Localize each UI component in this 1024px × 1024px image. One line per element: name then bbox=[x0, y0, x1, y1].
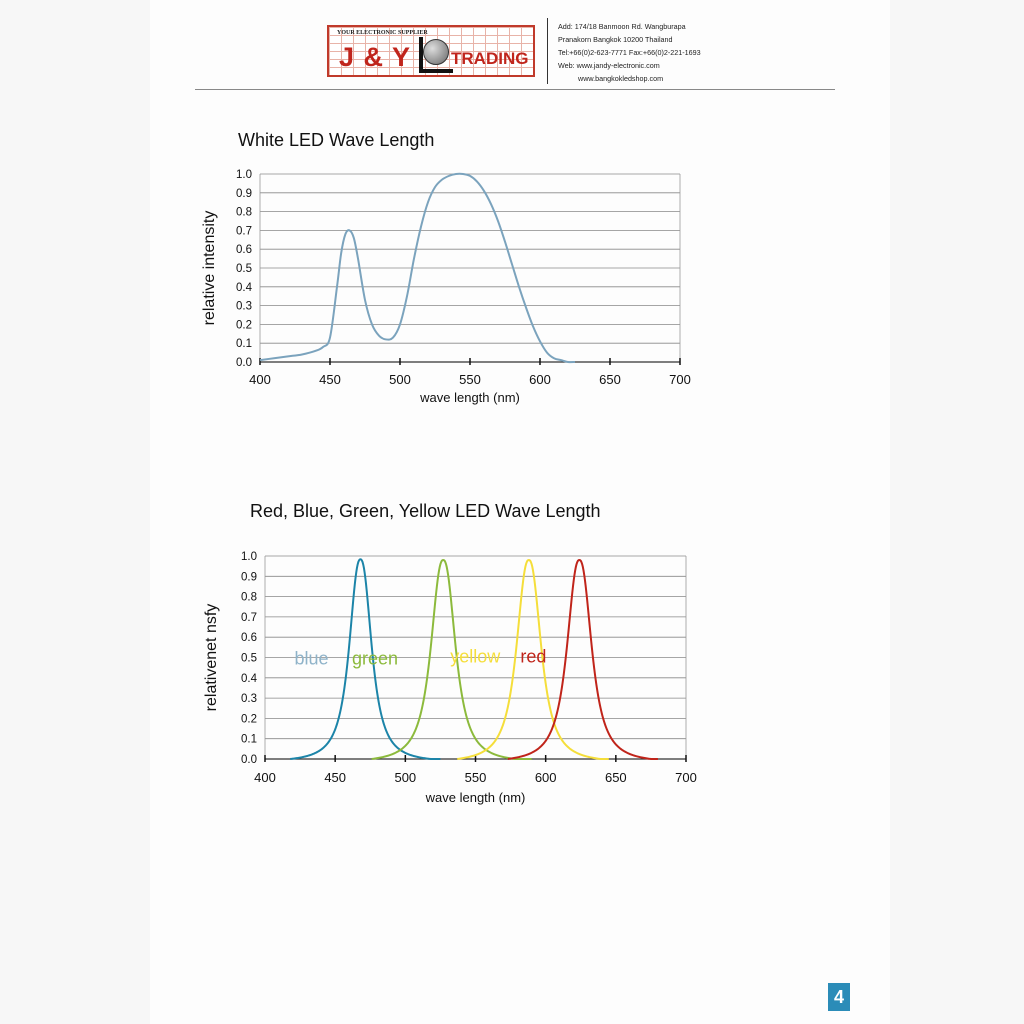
logo-tagline: YOUR ELECTRONIC SUPPLIER bbox=[337, 30, 428, 36]
y-tick-label: 0.9 bbox=[241, 571, 257, 584]
x-tick-label: 450 bbox=[324, 770, 347, 785]
contact-web: Web: www.jandy-electronic.com bbox=[558, 61, 660, 70]
chart-title: Red, Blue, Green, Yellow LED Wave Length bbox=[250, 501, 601, 521]
contact-city: Pranakorn Bangkok 10200 Thailand bbox=[558, 35, 673, 44]
x-tick-label: 650 bbox=[599, 372, 621, 387]
chart-title: White LED Wave Length bbox=[238, 130, 435, 150]
page-number: 4 bbox=[828, 983, 850, 1011]
logo-jy: J & Y bbox=[339, 42, 412, 72]
y-tick-label: 0.5 bbox=[241, 652, 257, 665]
green-series-label: green bbox=[352, 648, 399, 669]
y-axis-label: relativenet nsfy bbox=[203, 603, 220, 712]
y-tick-label: 1.0 bbox=[241, 551, 257, 563]
y-tick-label: 0.6 bbox=[241, 632, 257, 645]
y-tick-label: 0.3 bbox=[241, 693, 257, 706]
logo-trading: TRADING bbox=[451, 49, 529, 68]
y-tick-label: 0.4 bbox=[236, 281, 252, 294]
y-tick-label: 0.0 bbox=[236, 357, 252, 369]
contact-address: Add: 174/18 Banmoon Rd. Wangburapa bbox=[558, 22, 686, 31]
y-tick-label: 0.4 bbox=[241, 672, 257, 685]
x-tick-label: 500 bbox=[389, 372, 411, 387]
blue-series-label: blue bbox=[294, 648, 329, 669]
y-tick-label: 0.0 bbox=[241, 754, 257, 766]
contact-web-2: www.bangkokledshop.com bbox=[578, 74, 664, 83]
x-axis-label: wave length (nm) bbox=[425, 790, 526, 805]
x-tick-label: 650 bbox=[604, 770, 627, 785]
y-tick-label: 0.8 bbox=[236, 206, 252, 219]
x-tick-label: 550 bbox=[459, 372, 481, 387]
y-tick-label: 0.5 bbox=[236, 263, 252, 275]
x-tick-label: 400 bbox=[254, 770, 276, 785]
x-tick-label: 700 bbox=[675, 770, 697, 785]
x-tick-label: 500 bbox=[394, 770, 417, 785]
y-tick-label: 0.1 bbox=[241, 733, 257, 746]
y-tick-label: 0.7 bbox=[241, 611, 257, 624]
y-tick-label: 0.7 bbox=[236, 225, 252, 238]
y-tick-label: 0.3 bbox=[236, 300, 252, 313]
x-tick-label: 700 bbox=[669, 372, 691, 387]
y-tick-label: 0.1 bbox=[236, 338, 252, 351]
y-axis-label: relative intensity bbox=[201, 210, 218, 326]
y-tick-label: 1.0 bbox=[236, 169, 252, 181]
contact-phone: Tel:+66(0)2-623-7771 Fax:+66(0)2-221-1693 bbox=[558, 48, 701, 57]
x-tick-label: 550 bbox=[464, 770, 487, 785]
y-tick-label: 0.2 bbox=[241, 713, 257, 726]
x-tick-label: 600 bbox=[529, 372, 551, 387]
x-tick-label: 450 bbox=[319, 372, 341, 387]
y-tick-label: 0.6 bbox=[236, 244, 252, 257]
x-tick-label: 600 bbox=[534, 770, 557, 785]
x-tick-label: 400 bbox=[249, 372, 271, 387]
y-tick-label: 0.8 bbox=[241, 591, 257, 604]
x-axis-label: wave length (nm) bbox=[420, 390, 520, 405]
y-tick-label: 0.2 bbox=[236, 319, 252, 332]
y-tick-label: 0.9 bbox=[236, 187, 252, 200]
yellow-series-label: yellow bbox=[450, 646, 501, 667]
red-series-label: red bbox=[520, 646, 547, 667]
